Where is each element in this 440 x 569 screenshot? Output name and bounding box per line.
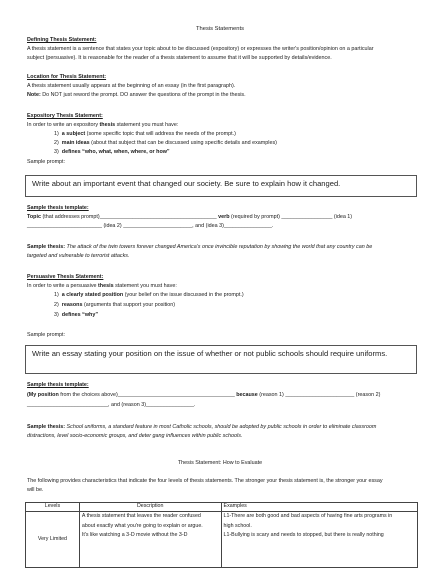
expository-item-3 (54, 148, 170, 156)
description-line: It's like watching a 3-D movie without the 3-D (81, 532, 188, 538)
location-text: A thesis statement usually appears at the beginning of an essay (in the first paragraph). (27, 83, 236, 89)
column-header-examples: Examples (221, 503, 417, 512)
level-cell (26, 512, 80, 568)
description-cell (79, 512, 221, 568)
persuasive-prompt-box (25, 345, 417, 374)
description-line: about exactly what you're going to explain or argue. (81, 522, 203, 529)
expository-template-heading: Sample thesis template: (27, 205, 89, 211)
persuasive-template-line-2: ___________________________, and (reason 3)________________. (27, 402, 196, 408)
column-header-description: Description (79, 503, 221, 512)
item-bold: a subject (61, 131, 86, 137)
template-verb: verb (216, 214, 230, 220)
template-because: because (234, 392, 258, 398)
expository-template-line-1 (27, 213, 352, 221)
intro-post: statement you must have: (113, 283, 177, 289)
persuasive-item-1 (54, 291, 244, 299)
template-position: (My position (27, 392, 59, 398)
sample-thesis-text: School uniforms, a standard feature in most Catholic schools, should be adopted by public schools in order to eliminate classroom (65, 424, 377, 430)
item-text: (some specific topic that will address the needs of the prompt.) (85, 131, 236, 137)
template-topic: Topic (27, 214, 41, 220)
item-number: 1) (54, 131, 59, 137)
sample-thesis-text: The attack of the twin towers forever changed America’s once invincible reputation by showing the world that any country can be (65, 244, 373, 250)
persuasive-sample-thesis-2: distractions, level socio-economic groups, and deter gang influences within public schools. (27, 433, 243, 439)
intro-bold: thesis (99, 122, 116, 128)
item-text: (your belief on the issue discussed in the prompt.) (123, 292, 244, 298)
expository-item-2 (54, 139, 277, 147)
expository-prompt-box (25, 175, 417, 197)
description-line: A thesis statement that leaves the reader confused (81, 513, 201, 519)
persuasive-heading: Persuasive Thesis Statement: (27, 274, 104, 280)
persuasive-intro (27, 282, 177, 290)
location-heading: Location for Thesis Statement: (27, 74, 107, 80)
evaluate-heading: Thesis Statement: How to Evaluate (177, 460, 263, 466)
item-bold: a clearly stated position (61, 292, 124, 298)
example-line: L1-Bullying is scary and needs to stopped, but there is really nothing (223, 532, 384, 538)
location-note (27, 91, 246, 99)
table-row (26, 512, 418, 568)
item-bold: defines “why” (61, 312, 99, 318)
expository-template-line-2: _________________________ (idea 2) _______________________, and (idea 3)________________. (27, 223, 274, 229)
template-reason: (reason 1) _______________________ (reason 2) (257, 392, 381, 398)
persuasive-item-3 (54, 311, 98, 319)
note-text: Do NOT just reword the prompt. DO answer the questions of the prompt in the thesis. (40, 92, 246, 98)
expository-intro (27, 121, 178, 129)
expository-sample-prompt-label: Sample prompt: (27, 159, 66, 165)
expository-heading: Expository Thesis Statement: (27, 113, 103, 119)
table-header-row (26, 503, 418, 512)
item-bold: main ideas (61, 140, 90, 146)
item-number: 1) (54, 292, 59, 298)
persuasive-item-2 (54, 301, 175, 309)
defining-text-1: A thesis statement is a sentence that states your topic about to be discussed (expository) or expresses the writer's position/opinion on a particular (27, 46, 374, 52)
defining-heading: Defining Thesis Statement: (27, 37, 97, 43)
expository-item-1 (54, 130, 236, 138)
persuasive-sample-thesis-1 (27, 423, 376, 431)
item-number: 2) (54, 302, 59, 308)
example-line: high school. (223, 522, 252, 529)
examples-cell (221, 512, 417, 568)
example-line: L1-There are both good and bad aspects of having fine arts programs in (223, 513, 393, 519)
item-text: (about that subject that can be discussed using specific details and examples) (89, 140, 277, 146)
item-number: 3) (54, 149, 59, 155)
column-header-levels: Levels (26, 503, 80, 512)
item-number: 3) (54, 312, 59, 318)
evaluate-text-2: will be. (27, 487, 44, 493)
intro-pre: In order to write a persuasive (27, 283, 99, 289)
persuasive-template-line-1 (27, 391, 380, 399)
expository-sample-thesis-2: targeted and vulnerable to terrorist attacks. (27, 253, 130, 259)
item-text: (arguments that support your position) (82, 302, 176, 308)
page-title: Thesis Statements (195, 26, 244, 32)
persuasive-sample-prompt-label: Sample prompt: (27, 332, 66, 338)
item-bold: defines “who, what, when, where, or how” (61, 149, 170, 155)
sample-thesis-label: Sample thesis: (27, 424, 66, 430)
intro-bold: thesis (98, 283, 114, 289)
expository-sample-thesis-1 (27, 243, 372, 251)
defining-text-2: subject (persuasive). It is reasonable for the reader of a thesis statement to assume that it will be supported by details/evidence. (27, 54, 332, 61)
level-text: Very Limited (37, 535, 68, 542)
evaluation-table (25, 502, 418, 568)
note-label: Note: (27, 92, 41, 98)
persuasive-template-heading: Sample thesis template: (27, 382, 89, 388)
intro-post: statement you must have: (115, 122, 179, 128)
persuasive-prompt-text: Write an essay stating your position on the issue of whether or not public schools should require uniforms. (32, 349, 388, 358)
expository-prompt-text: Write about an important event that changed our society. Be sure to explain how it changed. (32, 179, 341, 188)
item-number: 2) (54, 140, 59, 146)
sample-thesis-label: Sample thesis: (27, 244, 66, 250)
template-topic-blank: (that addresses prompt)_______________________________________ (40, 214, 217, 220)
template-idea1: (required by prompt) _________________ (idea 1) (229, 214, 353, 220)
intro-pre: In order to write an expository (27, 122, 100, 128)
evaluate-text-1: The following provides characteristics that indicate the four levels of thesis statements. The stronger your thesis statement is, the stronger your essay (27, 478, 383, 484)
template-position-blank: from the choices above)_______________________________________ (58, 392, 235, 398)
item-bold: reasons (61, 302, 83, 308)
